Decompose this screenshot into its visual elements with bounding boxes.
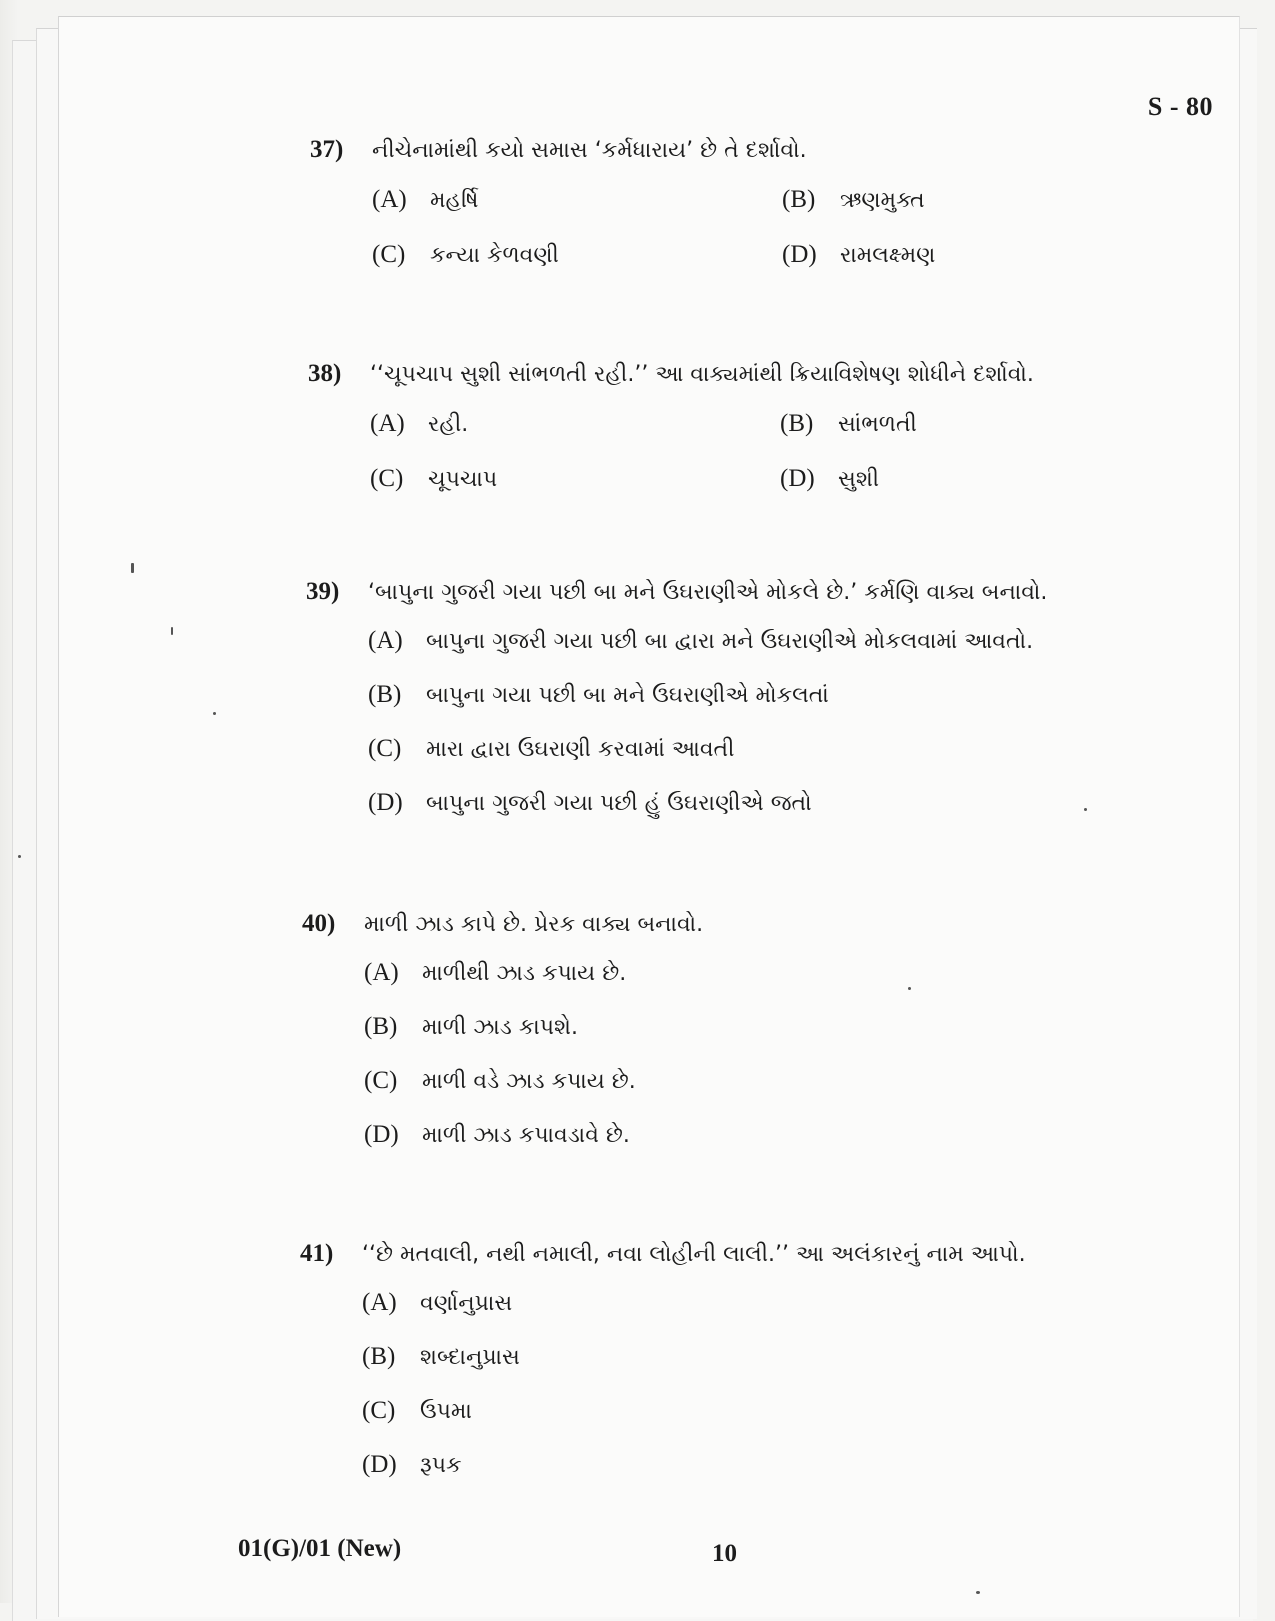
- question-41: [300, 1240, 1026, 1482]
- option-a: [364, 959, 703, 990]
- option-letter: (D): [364, 1121, 399, 1148]
- option-letter: (A): [364, 959, 399, 986]
- paper-code: S - 80: [1147, 92, 1213, 121]
- option-letter: (A): [372, 186, 407, 213]
- option-b: [368, 681, 1047, 712]
- option-letter: (A): [362, 1289, 397, 1316]
- option-letter: (C): [372, 241, 406, 268]
- option-text: ઉપમા: [420, 1399, 472, 1424]
- scan-speck: [976, 1591, 980, 1594]
- option-c: [364, 1067, 703, 1098]
- option-text: માળી વડે ઝાડ કપાય છે.: [422, 1069, 636, 1094]
- option-text: માળી ઝાડ કપાવડાવે છે.: [422, 1123, 630, 1148]
- option-c: [372, 241, 782, 272]
- scan-speck: [171, 627, 173, 635]
- option-d: [364, 1121, 703, 1152]
- scan-speck: [213, 712, 216, 715]
- option-text: માળી ઝાડ કાપશે.: [422, 1015, 578, 1040]
- option-letter: (C): [368, 735, 402, 762]
- option-a: [372, 186, 782, 217]
- option-d: [780, 465, 1100, 496]
- scan-speck: [131, 563, 134, 573]
- option-text: બાપુના ગુજરી ગયા પછી હું ઉઘરાણીએ જતો: [426, 791, 812, 816]
- option-letter: (B): [780, 410, 814, 437]
- question-number: 39): [306, 578, 340, 605]
- option-letter: (D): [782, 241, 817, 268]
- question-text: ‘‘છે મતવાલી, નથી નમાલી, નવા લોહીની લાલી.’’ આ અલંકારનું નામ આપો.: [362, 1242, 1026, 1267]
- option-b: [780, 410, 1100, 441]
- option-letter: (B): [782, 186, 816, 213]
- option-text: માળીથી ઝાડ કપાય છે.: [422, 961, 627, 986]
- option-letter: (B): [364, 1013, 398, 1040]
- option-text: બાપુના ગુજરી ગયા પછી બા દ્વારા મને ઉઘરાણીએ મોકલવામાં આવતો.: [426, 629, 1034, 654]
- option-text: રામલક્ષ્મણ: [840, 243, 936, 268]
- option-a: [368, 627, 1047, 658]
- option-b: [782, 186, 1102, 217]
- question-text: નીચેનામાંથી કયો સમાસ ‘કર્મધારાય’ છે તે દર્શાવો.: [372, 138, 807, 163]
- question-40: [302, 910, 703, 1152]
- question-38: [308, 360, 1100, 496]
- option-c: [370, 465, 780, 496]
- question-39: [306, 578, 1047, 820]
- option-text: ઋણમુક્ત: [840, 188, 925, 213]
- option-text: બાપુના ગયા પછી બા મને ઉઘરાણીએ મોકલતાં: [426, 683, 829, 708]
- option-letter: (C): [362, 1397, 396, 1424]
- scan-speck: [18, 855, 21, 858]
- option-text: ચૂપચાપ: [428, 467, 498, 492]
- question-text: માળી ઝાડ કાપે છે. પ્રેરક વાક્ય બનાવો.: [364, 912, 704, 937]
- option-a: [362, 1289, 1026, 1320]
- option-d: [782, 241, 1102, 272]
- option-letter: (D): [780, 465, 815, 492]
- question-number: 38): [308, 360, 342, 387]
- option-b: [362, 1343, 1026, 1374]
- question-number: 40): [302, 910, 336, 937]
- option-text: મહર્ષિ: [430, 188, 479, 213]
- option-text: મારા દ્વારા ઉઘરાણી કરવામાં આવતી: [426, 737, 735, 762]
- option-b: [364, 1013, 703, 1044]
- scan-speck: [1084, 808, 1087, 811]
- option-letter: (B): [362, 1343, 396, 1370]
- question-number: 37): [310, 136, 344, 163]
- option-d: [368, 789, 1047, 820]
- option-letter: (C): [370, 465, 404, 492]
- option-letter: (B): [368, 681, 402, 708]
- option-text: કન્યા કેળવણી: [430, 243, 559, 268]
- question-number: 41): [300, 1240, 334, 1267]
- option-text: સાંભળતી: [838, 412, 917, 437]
- option-c: [368, 735, 1047, 766]
- option-letter: (A): [370, 410, 405, 437]
- option-a: [370, 410, 780, 441]
- option-d: [362, 1451, 1026, 1482]
- scan-speck: [908, 987, 911, 990]
- footer-paper-code: 01(G)/01 (New): [238, 1535, 402, 1562]
- option-c: [362, 1397, 1026, 1428]
- page-number: 10: [712, 1540, 737, 1567]
- question-37: [310, 136, 1102, 272]
- option-letter: (A): [368, 627, 403, 654]
- option-text: સુશી: [838, 467, 880, 492]
- option-text: વર્ણાનુપ્રાસ: [420, 1291, 513, 1316]
- option-letter: (D): [368, 789, 403, 816]
- option-text: શબ્દાનુપ્રાસ: [420, 1345, 520, 1370]
- option-text: રહી.: [428, 412, 469, 437]
- question-text: ‘બાપુના ગુજરી ગયા પછી બા મને ઉઘરાણીએ મોકલે છે.’ કર્મણિ વાક્ય બનાવો.: [368, 580, 1048, 605]
- question-text: ‘‘ચૂપચાપ સુશી સાંભળતી રહી.’’ આ વાક્યમાંથી ક્રિયાવિશેષણ શોધીને દર્શાવો.: [370, 362, 1034, 387]
- option-text: રૂપક: [420, 1453, 462, 1478]
- option-letter: (C): [364, 1067, 398, 1094]
- option-letter: (D): [362, 1451, 397, 1478]
